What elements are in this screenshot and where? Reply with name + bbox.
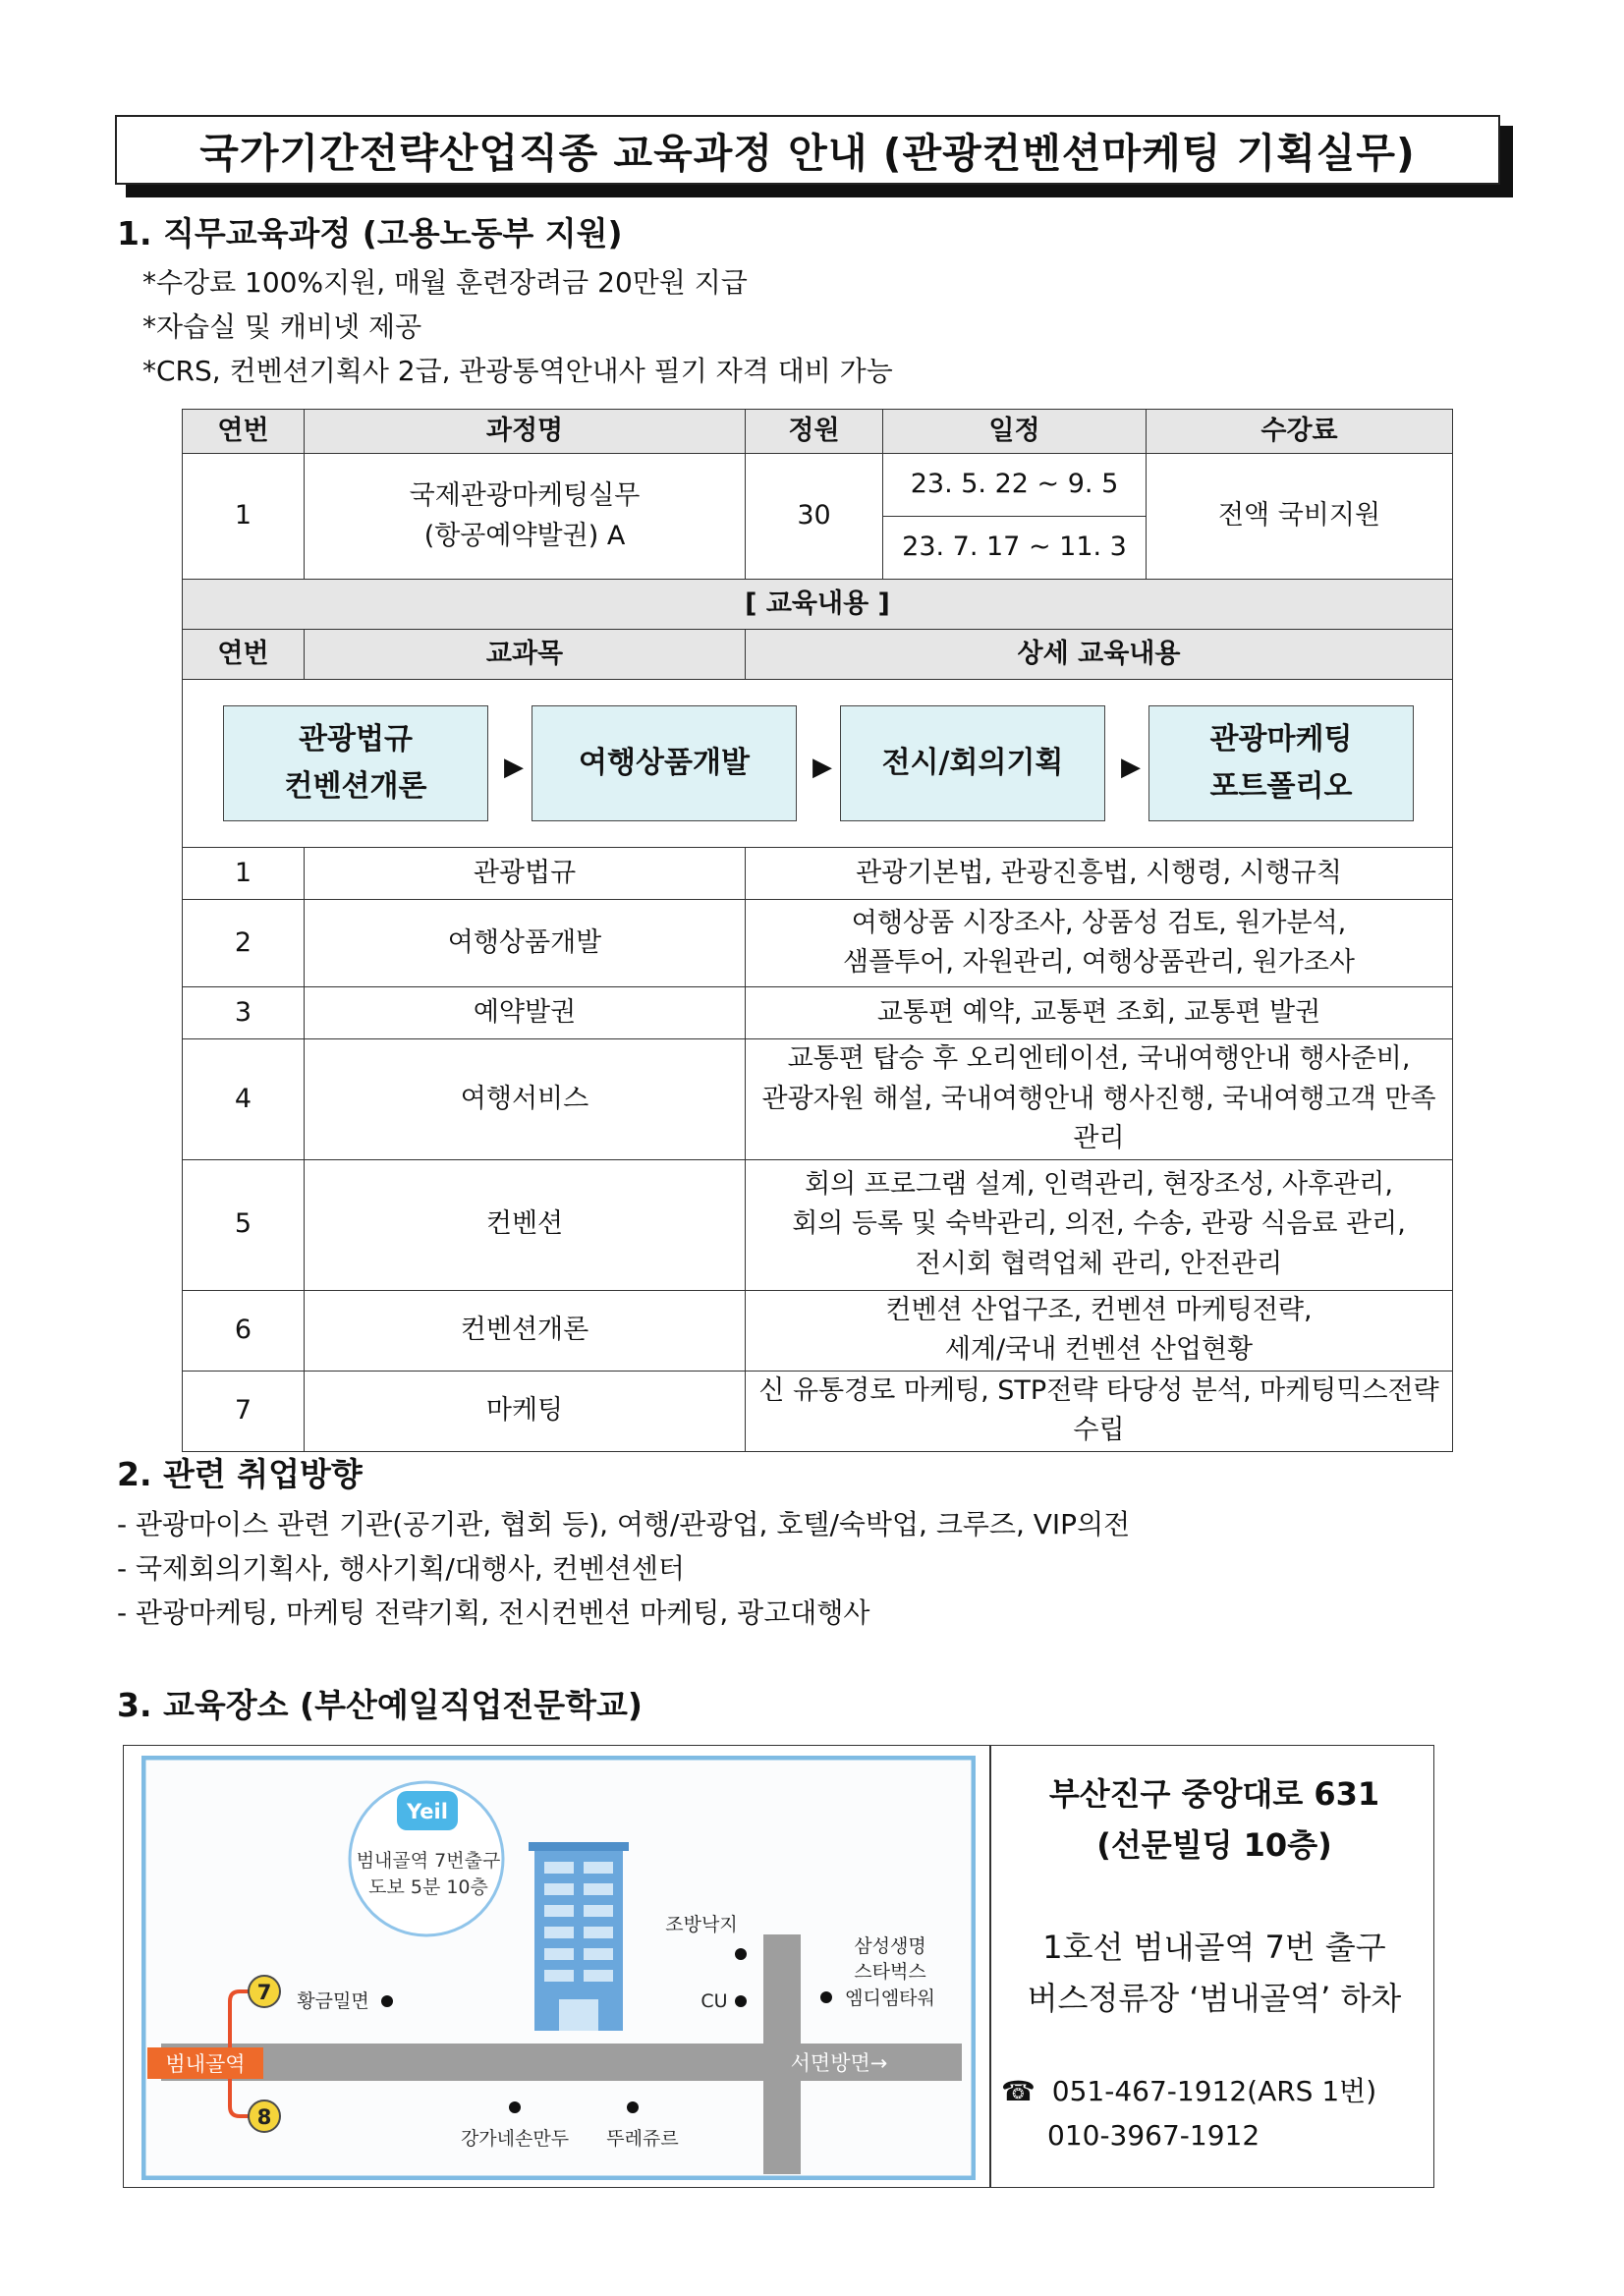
course-name bbox=[305, 454, 746, 580]
row-detail bbox=[746, 848, 1453, 900]
content-header-row bbox=[183, 630, 1453, 680]
bubble-line2: 도보 5분 10층 bbox=[368, 1876, 488, 1898]
row-no: 1 bbox=[183, 848, 305, 900]
address-line2: (선문빌딩 10층) bbox=[1096, 1826, 1332, 1864]
section3-heading: 3. 교육장소 (부산예일직업전문학교) bbox=[117, 1686, 643, 1724]
table-row bbox=[183, 987, 1453, 1039]
landmark-dot bbox=[735, 1995, 747, 2007]
row-detail bbox=[746, 900, 1453, 987]
table-row bbox=[183, 900, 1453, 987]
content-header-detail: 상세 교육내용 bbox=[746, 630, 1453, 680]
transit-line1: 1호선 범내골역 7번 출구 bbox=[1042, 1929, 1386, 1966]
landmark-hwanggeum: 황금밀면 bbox=[297, 1990, 369, 2012]
row-no: 6 bbox=[183, 1290, 305, 1371]
exit8-number: 8 bbox=[256, 2105, 272, 2129]
location-box bbox=[123, 1745, 1434, 2188]
row-no: 5 bbox=[183, 1159, 305, 1290]
section2-heading: 2. 관련 취업방향 bbox=[117, 1455, 363, 1493]
content-header-subject: 교과목 bbox=[305, 630, 746, 680]
landmark-dot bbox=[627, 2101, 639, 2113]
building-roof bbox=[529, 1842, 629, 1851]
yeil-logo: Yeil bbox=[407, 1800, 448, 1823]
row-subject: 컨벤션개론 bbox=[305, 1290, 746, 1371]
flow-row bbox=[183, 680, 1453, 848]
course-capacity: 30 bbox=[746, 454, 883, 580]
detail-line: 회의 등록 및 숙박관리, 의전, 수송, 관광 식음료 관리, bbox=[792, 1208, 1406, 1240]
row-no: 2 bbox=[183, 900, 305, 987]
row-detail bbox=[746, 1290, 1453, 1371]
phone-number-1: 051-467-1912(ARS 1번) bbox=[1051, 2075, 1377, 2107]
row-no: 4 bbox=[183, 1039, 305, 1160]
landmark-dot bbox=[509, 2101, 521, 2113]
detail-line: 회의 프로그램 설계, 인력관리, 현장조성, 사후관리, bbox=[805, 1168, 1393, 1200]
detail-line: 교통편 예약, 교통편 조회, 교통편 발권 bbox=[876, 996, 1321, 1028]
address-line1: 부산진구 중앙대로 631 bbox=[1048, 1775, 1380, 1813]
flow-cell bbox=[183, 680, 1453, 848]
flow-box-4-line1: 관광마케팅 bbox=[1209, 722, 1353, 756]
course-table bbox=[182, 409, 1453, 1452]
location-divider bbox=[989, 1746, 991, 2187]
detail-line: 샘플투어, 자원관리, 여행상품관리, 원가조사 bbox=[843, 947, 1355, 978]
row-subject: 컨벤션 bbox=[305, 1159, 746, 1290]
flow-arrow-icon: ▶ bbox=[812, 753, 832, 782]
landmark-dot bbox=[381, 1995, 393, 2007]
row-subject: 관광법규 bbox=[305, 848, 746, 900]
bubble-line1: 범내골역 7번출구 bbox=[356, 1850, 501, 1872]
location-map bbox=[141, 1756, 976, 2180]
landmark-tous: 뚜레쥬르 bbox=[606, 2128, 679, 2150]
row-detail bbox=[746, 1371, 1453, 1451]
content-header-no: 연번 bbox=[183, 630, 305, 680]
table-row bbox=[183, 1039, 1453, 1160]
exit7-number: 7 bbox=[256, 1981, 272, 2004]
row-subject: 마케팅 bbox=[305, 1371, 746, 1451]
landmark-samsung-line3: 엠디엠타워 bbox=[845, 1988, 935, 2009]
detail-line: 신 유통경로 마케팅, STP전략 타당성 분석, 마케팅믹스전략 수립 bbox=[758, 1374, 1439, 1445]
flow-box-3-line1: 전시/회의기획 bbox=[881, 746, 1064, 780]
header-fee: 수강료 bbox=[1147, 410, 1453, 454]
course-name-line2: (항공예약발권) A bbox=[423, 520, 626, 551]
flow-box-4 bbox=[1148, 705, 1414, 821]
job-item-3: - 관광마케팅, 마케팅 전략기획, 전시컨벤션 마케팅, 광고대행사 bbox=[117, 1596, 870, 1629]
flow-box-2-line1: 여행상품개발 bbox=[579, 746, 750, 780]
detail-line: 관광기본법, 관광진흥법, 시행령, 시행규칙 bbox=[856, 857, 1342, 888]
detail-line: 교통편 탑승 후 오리엔테이션, 국내여행안내 행사준비, bbox=[787, 1043, 1411, 1074]
table-row bbox=[183, 1290, 1453, 1371]
flow-box-1-line1: 관광법규 bbox=[299, 722, 413, 756]
schedule-date-1: 23. 5. 22 ~ 9. 5 bbox=[910, 469, 1119, 500]
station-name: 범내골역 bbox=[165, 2052, 246, 2076]
landmark-samsung-line1: 삼성생명 bbox=[854, 1935, 926, 1957]
table-row bbox=[183, 848, 1453, 900]
detail-line: 전시회 협력업체 관리, 안전관리 bbox=[915, 1248, 1283, 1279]
course-name-line1: 국제관광마케팅실무 bbox=[409, 480, 641, 511]
course-header-row bbox=[183, 410, 1453, 454]
job-item-2: - 국제회의기획사, 행사기획/대행사, 컨벤션센터 bbox=[117, 1552, 685, 1585]
header-no: 연번 bbox=[183, 410, 305, 454]
detail-line: 세계/국내 컨벤션 산업현황 bbox=[944, 1334, 1254, 1365]
row-subject: 여행서비스 bbox=[305, 1039, 746, 1160]
course-fee: 전액 국비지원 bbox=[1147, 454, 1453, 580]
content-title-row bbox=[183, 580, 1453, 630]
header-schedule: 일정 bbox=[883, 410, 1147, 454]
landmark-jobang: 조방낙지 bbox=[665, 1914, 738, 1935]
flow-box-1-line2: 컨벤션개론 bbox=[284, 769, 427, 804]
direction-label: 서면방면→ bbox=[790, 2051, 888, 2075]
flow-box-1 bbox=[223, 705, 488, 821]
page-title: 국가기간전략산업직종 교육과정 안내 (관광컨벤션마케팅 기획실무) bbox=[115, 115, 1500, 185]
schedule-date-2: 23. 7. 17 ~ 11. 3 bbox=[883, 516, 1146, 579]
detail-line: 여행상품 시장조사, 상품성 검토, 원가분석, bbox=[851, 907, 1347, 938]
flow-arrow-icon: ▶ bbox=[1121, 753, 1141, 782]
course-no: 1 bbox=[183, 454, 305, 580]
row-detail bbox=[746, 987, 1453, 1039]
note-2: *자습실 및 캐비넷 제공 bbox=[142, 310, 422, 343]
detail-line: 컨벤션 산업구조, 컨벤션 마케팅전략, bbox=[885, 1294, 1313, 1325]
landmark-samsung-line2: 스타벅스 bbox=[854, 1961, 926, 1983]
landmark-dot bbox=[820, 1991, 832, 2003]
table-row bbox=[183, 1371, 1453, 1451]
flow-box-2 bbox=[532, 705, 797, 821]
course-row bbox=[183, 454, 1453, 580]
curriculum-flow bbox=[183, 680, 1452, 847]
flow-box-4-line2: 포트폴리오 bbox=[1209, 769, 1353, 804]
flow-arrow-icon: ▶ bbox=[504, 753, 524, 782]
row-no: 7 bbox=[183, 1371, 305, 1451]
course-schedule bbox=[883, 454, 1147, 580]
row-subject: 예약발권 bbox=[305, 987, 746, 1039]
landmark-cu: CU bbox=[700, 1990, 728, 2012]
content-title: [ 교육내용 ] bbox=[183, 580, 1453, 630]
row-subject: 여행상품개발 bbox=[305, 900, 746, 987]
transit-line2: 버스정류장 ‘범내골역’ 하차 bbox=[1027, 1980, 1402, 2017]
phone-row-1 bbox=[1001, 2070, 1376, 2109]
row-detail bbox=[746, 1159, 1453, 1290]
row-detail bbox=[746, 1039, 1453, 1160]
phone-icon: ☎ bbox=[1001, 2075, 1036, 2107]
header-capacity: 정원 bbox=[746, 410, 883, 454]
table-row bbox=[183, 1159, 1453, 1290]
header-course: 과정명 bbox=[305, 410, 746, 454]
detail-line: 관광자원 해설, 국내여행안내 행사진행, 국내여행고객 만족관리 bbox=[761, 1083, 1436, 1153]
landmark-dot bbox=[735, 1948, 747, 1960]
note-3: *CRS, 컨벤션기획사 2급, 관광통역안내사 필기 자격 대비 가능 bbox=[142, 355, 893, 387]
section1-heading: 1. 직무교육과정 (고용노동부 지원) bbox=[117, 214, 623, 252]
flow-box-3 bbox=[840, 705, 1105, 821]
job-item-1: - 관광마이스 관련 기관(공기관, 협회 등), 여행/관광업, 호텔/숙박업, 크루즈, VIP의전 bbox=[117, 1508, 1131, 1540]
note-1: *수강료 100%지원, 매월 훈련장려금 20만원 지급 bbox=[142, 266, 748, 299]
landmark-ganga: 강가네손만두 bbox=[460, 2128, 570, 2150]
row-no: 3 bbox=[183, 987, 305, 1039]
phone-number-2: 010-3967-1912 bbox=[1047, 2119, 1260, 2152]
